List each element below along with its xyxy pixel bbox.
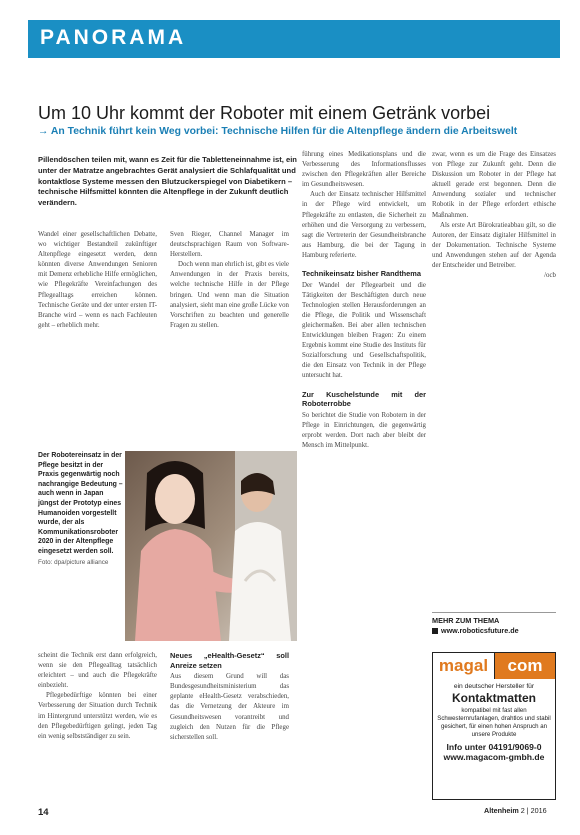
more-topic-link[interactable] (432, 626, 556, 635)
ad-logo-right: com (495, 653, 555, 679)
subheading: Neues „eHealth-Gesetz“ soll Anreize setzen (170, 651, 289, 670)
paragraph: Pflegebedürftige könnten bei einer Verbesserung der Situation durch Technik im Hintergrund unterstützt werden, wie es den Pflegebedürftigen gelingt, jeden Tag ein wenig selbstständiger zu sein. (38, 692, 157, 740)
body-column-3 (302, 150, 426, 451)
caption-text: Der Robotereinsatz in der Pflege besitzt in der Praxis gegenwärtig noch nachrangige Bedeutung – auch wenn in Japan jüngst der Prototyp eines Humanoiden vorgestellt wurde, der als Kommunikationsroboter 2020 in der Altenpflege eingesetzt werden soll. (38, 452, 123, 555)
paragraph: scheint die Technik erst dann erfolgreich, wenn sie den Pflegealltag tatsächlich erleichtert – und auch die Pflegekräfte einbezieht. (38, 652, 157, 690)
section-title: PANORAMA (40, 26, 187, 49)
link-text[interactable]: www.roboticsfuture.de (441, 626, 519, 635)
paragraph: Sven Rieger, Channel Manager im deutschsprachigen Raum von Software-Herstellern. (170, 231, 289, 259)
article-headline: Um 10 Uhr kommt der Roboter mit einem Getränk vorbei (38, 103, 491, 123)
issue-number: 2 | 2016 (520, 806, 547, 815)
ad-logo-left: magal (433, 653, 495, 679)
subheading: Technikeinsatz bisher Randthema (302, 269, 421, 279)
ad-description: kompatibel mit fast allen Schwesternrufanlagen, drahtlos und stabil gesichert, für einen hohen Anspruch an unsere Produkte (437, 707, 551, 739)
photo-illustration (125, 451, 297, 641)
ad-title: Kontaktmatten (451, 691, 536, 705)
photo-caption (38, 451, 124, 567)
subheading: Zur Kuschelstunde mit der Roboterrobbe (302, 389, 426, 409)
ad-phone: Info unter 04191/9069-0 (446, 742, 542, 753)
paragraph: Aus diesem Grund will das Bundesgesundheitsministerium das geplante eHealth-Gesetz verabschieden, das die Vernetzung der Akteure im Gesundheitswesen vorantreibt und zugleich den Nutzen für die Pflege sicherstellen soll. (170, 673, 289, 741)
body-column-2 (170, 230, 289, 331)
more-topic-heading: MEHR ZUM THEMA (432, 612, 556, 625)
body-column-1-lower (38, 651, 157, 742)
paragraph: Als erste Art Bürokratieabbau gilt, so die Autoren, der Einsatz digitaler Hilfsmittel in der Dokumentation. Technische Systeme und Anwendungen stehen auf der Agenda der Entscheider und Betreiber. (432, 221, 556, 270)
paragraph: So berichtet die Studie von Robotern in der Pflege in Einrichtungen, die gegenwärtig erprobt werden. Dort nach aber bleibt der Mensch im Mittelpunkt. (302, 411, 426, 450)
paragraph: zwar, wenn es um die Frage des Einsatzes von Pflege zur Zukunft geht. Denn die Diskussion um Roboter in der Pflege hat aktuell gerade erst begonnen. Denn die Anwendung sozialer und technischer Robotik in der Pflege erfordert ethische Maßnahmen. (432, 151, 556, 219)
ad-website[interactable]: www.magacom-gmbh.de (443, 752, 545, 763)
article-intro: Pillendöschen teilen mit, wann es Zeit für die Tabletteneinnahme ist, ein unter der Matratze angebrachtes Gerät analysiert die Schlafqualität und kontaktlose Systeme messen den Blutzuckerspiegel von Diabetikern – technische Hilfsmittel könnten die Altenpflege in der Zukunft deutlich verändern. (38, 155, 297, 208)
paragraph: Der Wandel der Pflegearbeit und die Tätigkeiten der Beschäftigten durch neue Technologien stellen Herausforderungen an die Pflege, die Politik und Wissenschaft gleichermaßen. Bei aber allen technischen Entwicklungen bleiben Fragen: Zu einem Ergebnis kommt eine Studie des Instituts für Sozialforschung und Gesellschaftspolitik, die den Einsatz von Technik in der Pflege untersucht hat. (302, 281, 426, 380)
paragraph: Auch der Einsatz technischer Hilfsmittel in der Pflege wird entwickelt, um Pflegekräfte zu entlasten, die Sicherheit zu erhöhen und die Versorgung zu verbessern, sagt die Vertreterin der Gesundheitsbranche aus Hamburg, die bei der Tagung in Hamburg referierte. (302, 191, 426, 259)
paragraph: Wandel einer gesellschaftlichen Debatte, wo wichtiger Bestandteil zukünftiger Altenpflege eingesetzt werden, denn könnten diverse Anwendungen Senioren mit Demenz erhebliche Hilfe ermöglichen, wie Pflegekräfte Vereinfachungen des Pflegealltags erreichen können. Technische Geräte und der unter ersten IT-Branche wird – wenn es nach Fachleuten geht – erheblich mehr. (38, 231, 157, 329)
ad-logo (433, 653, 555, 679)
advertisement[interactable] (432, 652, 556, 800)
body-column-4 (432, 150, 556, 281)
square-bullet-icon (432, 628, 438, 634)
magazine-issue (484, 806, 547, 815)
article-subline: → An Technik führt kein Weg vorbei: Technische Hilfen für die Altenpflege ändern die Arbeitswelt (38, 126, 518, 137)
article-photo (125, 451, 297, 641)
body-column-2-lower (170, 651, 289, 743)
paragraph: führung eines Medikationsplans und die Verbesserung des Informationsflusses zwischen den Pflegekräften aller Bereiche im Gesundheitswesen. (302, 151, 426, 189)
paragraph: Doch wenn man ehrlich ist, gibt es viele Anwendungen in der Praxis bereits, welche technische Hilfe in der Pflege bringen. Und wenn man die Situation analysiert, sieht man eine große Lücke von Vorschriften zu beachten und generelle Fragen zu stellen. (170, 261, 289, 329)
author-sign: /ocb (544, 272, 556, 280)
body-column-1 (38, 230, 157, 331)
magazine-name: Altenheim (484, 806, 519, 815)
ad-tagline: ein deutscher Hersteller für (453, 683, 535, 690)
page-number: 14 (38, 807, 49, 818)
photo-credit: Foto: dpa/picture alliance (38, 558, 109, 566)
section-bar (28, 20, 560, 58)
